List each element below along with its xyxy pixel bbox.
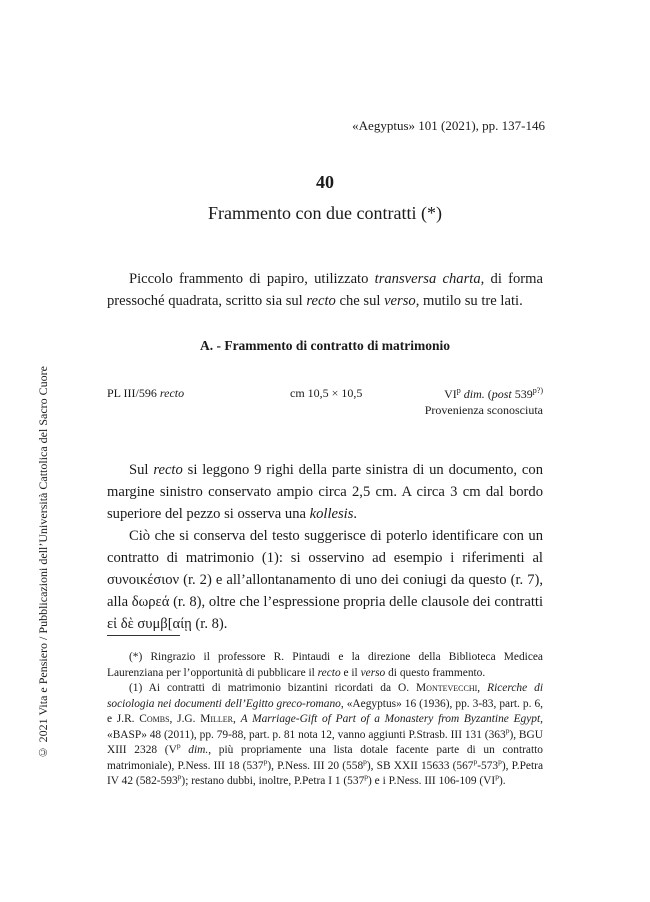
main-text	[107, 459, 543, 635]
section-heading: A. - Frammento di contratto di matrimonio	[199, 338, 451, 353]
inventory-number: PL III/596 recto	[107, 386, 185, 400]
intro-paragraph: Piccolo frammento di papiro, utilizzato transversa charta, di forma pressoché quadrata, scritto sia sul recto che sul verso, mutilo su tre lati.	[107, 271, 543, 309]
copyright-note: © 2021 Vita e Pensiero / Pubblicazioni dell’Università Cattolica del Sacro Cuore	[36, 366, 50, 760]
dimensions: cm 10,5 × 10,5	[290, 386, 363, 400]
footnote-1: (1) Ai contratti di matrimonio bizantini ricordati da O. Montevecchi, Ricerche di sociologia nei documenti dell’Egitto greco-romano, «Aegyptus» 16 (1936), pp. 3-83, part. p. 6, e J.R. Combs, J.G. Miller, A Marriage-Gift of Part of a Monastery from Byzantine Egypt, «BASP» 48 (2011), pp. 79-88, part. p. 81 nota 12, vanno aggiunti P.Strasb. III 131 (363$^p$), BGU XIII 2328 ($V^p$ dim., più propriamente una lista dotale facente parte di un contratto matrimoniale), P.Ness. III 18 (537$^p$), P.Ness. III 20 (558$^p$), SB XXII 15633 (567$^p$-573$^p$), P.Petra IV 42 (582-593$^p$); restano dubbi, inoltre, P.Petra I 1 (537$^p$) e i P.Ness. III 106-109 $(VI^p)$.	[107, 682, 543, 787]
provenance: Provenienza sconosciuta	[424, 403, 543, 417]
date: $VI^p$ dim. (post $539^{p?)}$	[444, 386, 543, 401]
article-title: Frammento con due contratti (*)	[208, 203, 442, 223]
footnotes	[107, 650, 543, 790]
date-provenance	[425, 386, 543, 418]
footnote-star: (*) Ringrazio il professore R. Pintaudi e la direzione della Biblioteca Medicea Laurenziana per l’opportunità di pubblicare il recto e il verso di questo frammento.	[107, 651, 543, 679]
journal-citation: «Aegyptus» 101 (2021), pp. 137-146	[352, 118, 545, 133]
article-number: 40	[316, 172, 334, 192]
footnote-divider	[107, 635, 180, 636]
paragraph-2: Ciò che si conserva del testo suggerisce di poterlo identificare con un contratto di matrimonio (1): si osservino ad esempio i riferimenti al συνοικέσιον (r. 2) e all’allontanamento di uno dei coniugi da questo (r. 7), alla δωρεά (r. 8), oltre che l’espressione propria delle clausole dei contratti εἰ δὲ συμβ[αίῃ (r. 8).	[107, 528, 543, 632]
paragraph-1: Sul recto si leggono 9 righi della parte sinistra di un documento, con margine sinistro conservato ampio circa 2,5 cm. A circa 3 cm dal bordo superiore del pezzo si osserva una kollesis.	[107, 462, 543, 522]
